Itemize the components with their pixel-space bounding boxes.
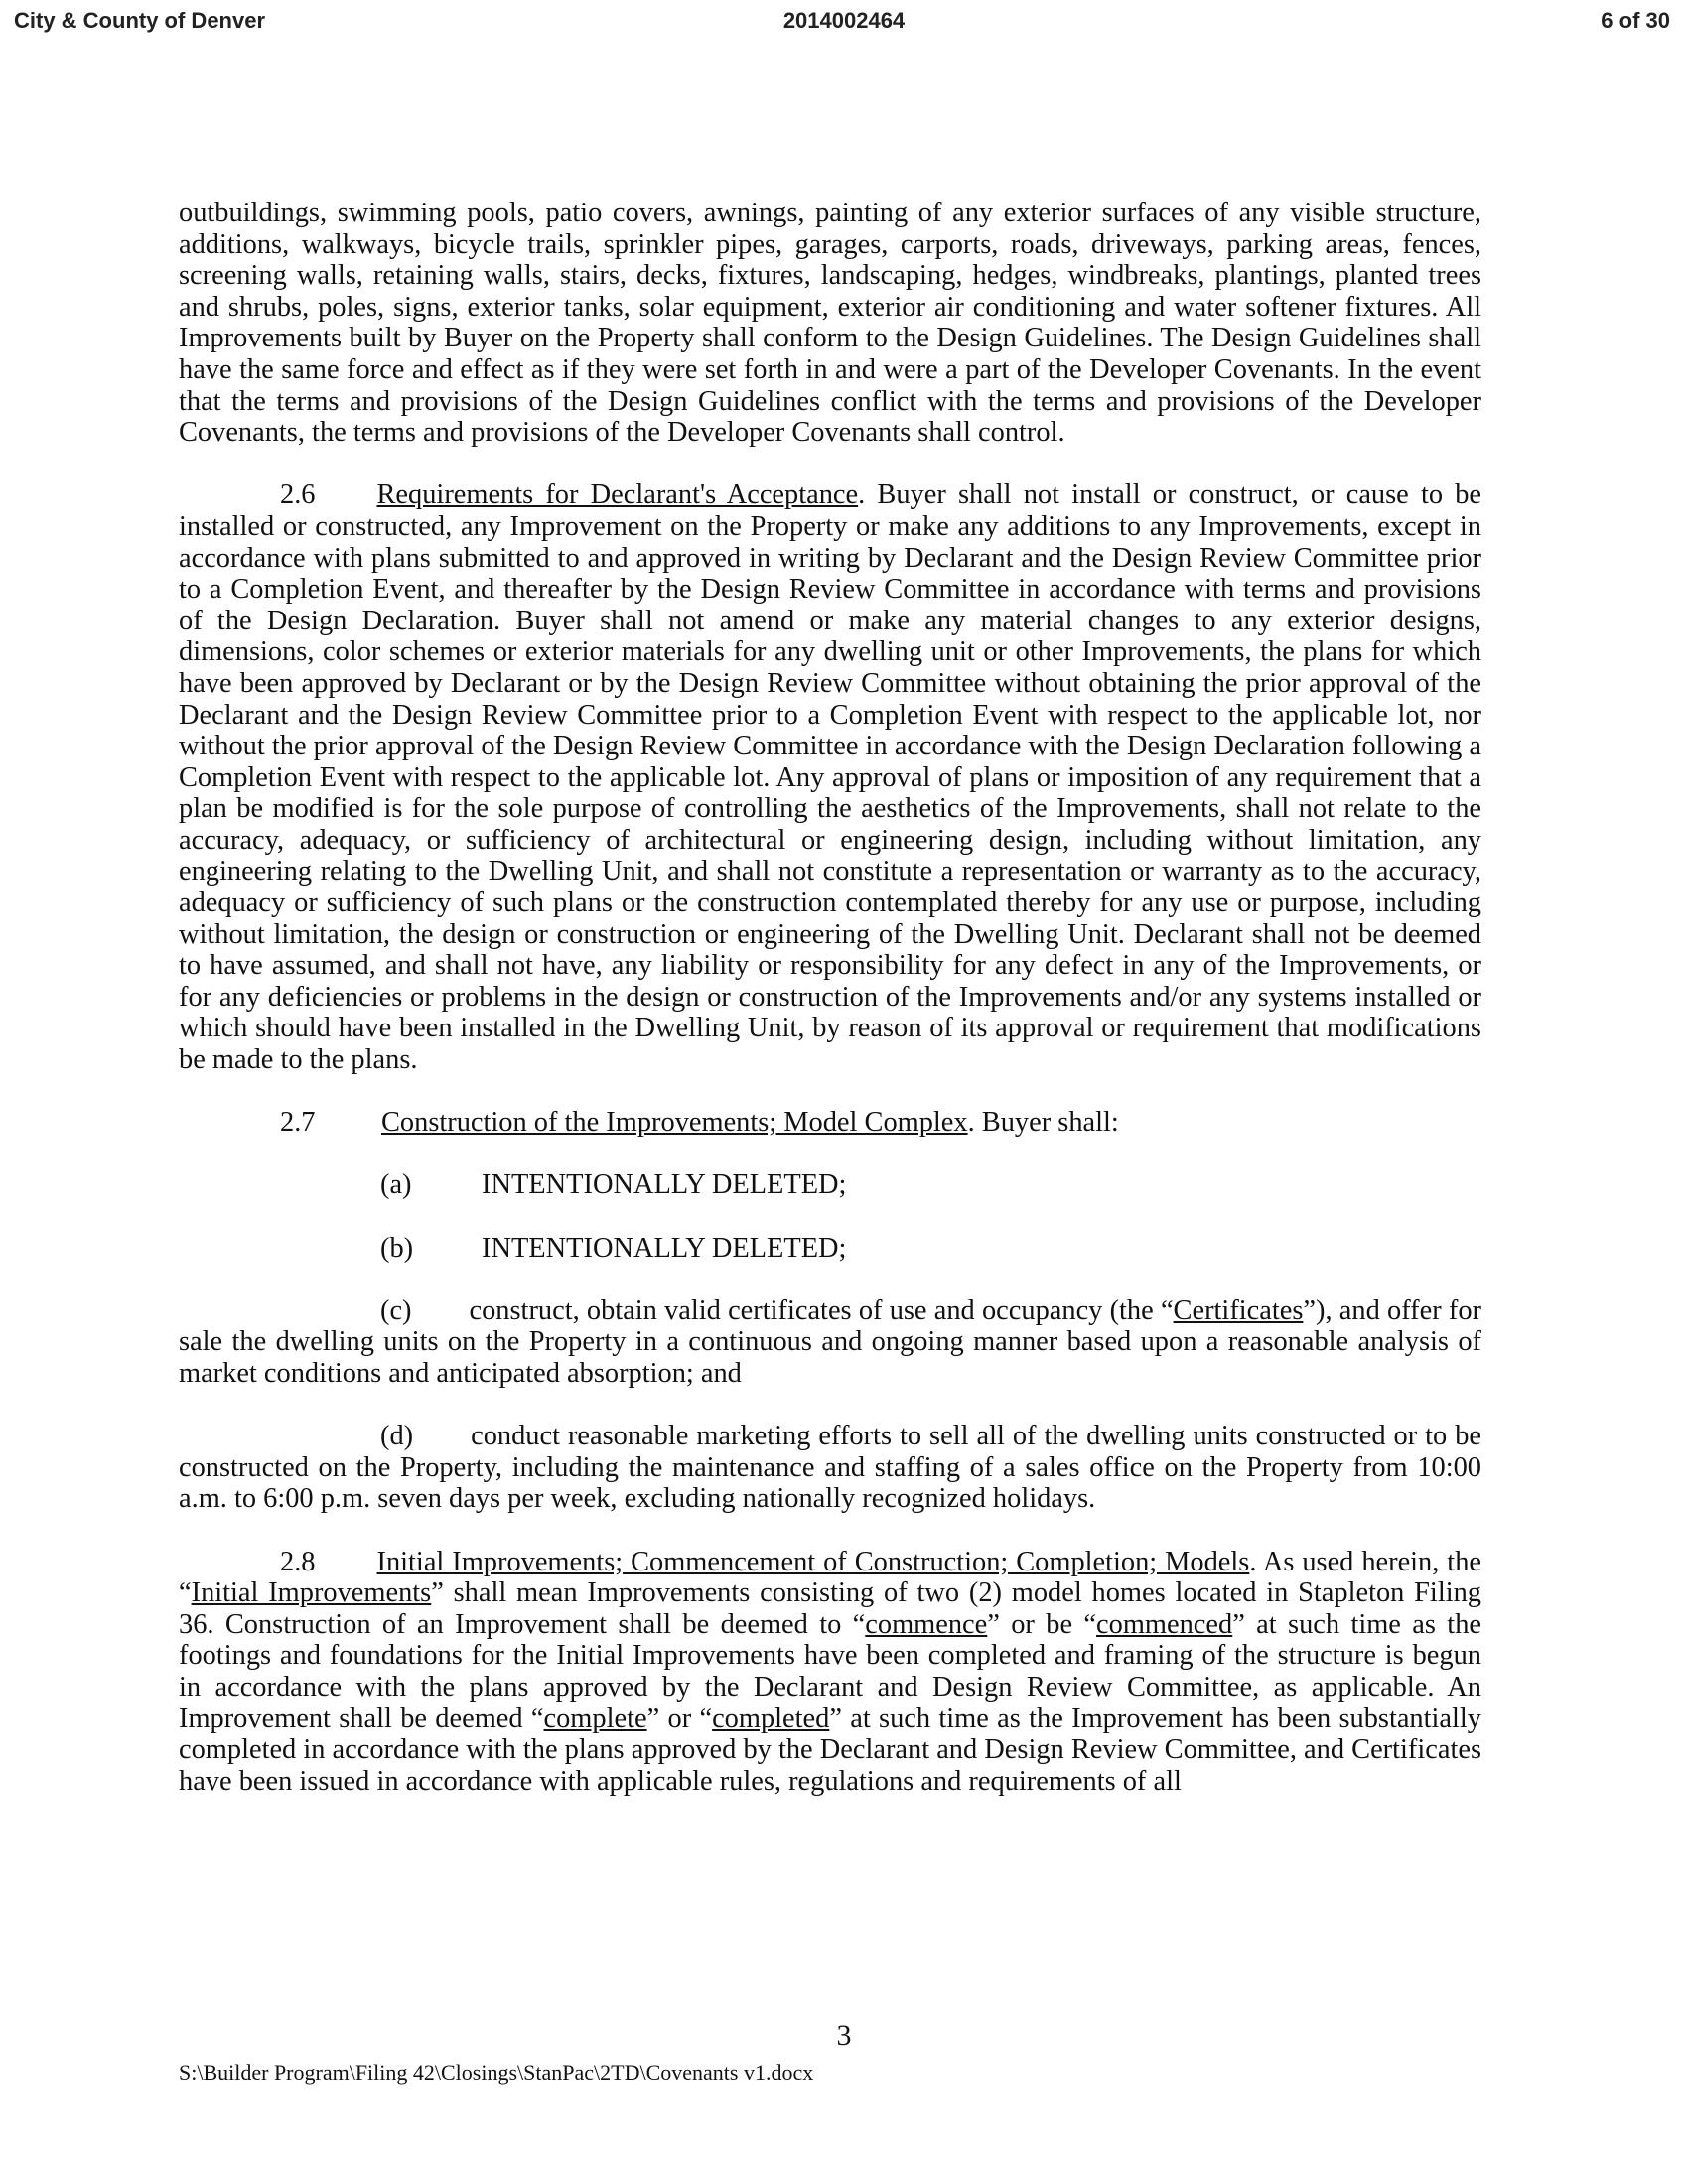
section-text: . Buyer shall: — [967, 1107, 1119, 1139]
section-text: ” shall mean Improvements consisting of two (2) model homes located in Stapleton Filing 36. Construction of an Improvement shall be deemed to “ — [179, 1577, 1481, 1640]
section-heading: Construction of the Improvements; Model Complex — [381, 1107, 968, 1139]
header-page-count: 6 of 30 — [1601, 8, 1670, 33]
subsection-b — [179, 1233, 1481, 1265]
section-2-8 — [179, 1547, 1481, 1798]
section-number: 2.6 — [280, 479, 316, 511]
document-body — [179, 198, 1481, 1797]
defined-term: completed — [712, 1703, 830, 1734]
defined-term: Initial Improvements — [191, 1577, 432, 1609]
section-2-6 — [179, 479, 1481, 1075]
section-number: 2.8 — [280, 1546, 316, 1577]
page-header — [0, 0, 1688, 40]
defined-term: complete — [543, 1703, 647, 1734]
subsection-a — [179, 1169, 1481, 1201]
paragraph-continuation: outbuildings, swimming pools, patio covers, awnings, painting of any exterior surfaces of any visible structure, additions, walkways, bicycle trails, sprinkler pipes, garages, carports, roads, driveways, parking areas, fences, screening walls, retaining walls, stairs, decks, fixtures, landscaping, hedges, windbreaks, plantings, planted trees and shrubs, poles, signs, exterior tanks, solar equipment, exterior air conditioning and water softener fixtures. All Improvements built by Buyer on the Property shall conform to the Design Guidelines. The Design Guidelines shall have the same force and effect as if they were set forth in and were a part of the Developer Covenants. In the event that the terms and provisions of the Design Guidelines conflict with the terms and provisions of the Developer Covenants, the terms and provisions of the Developer Covenants shall control. — [179, 198, 1481, 449]
subsection-number: (d) — [380, 1421, 414, 1452]
subsection-number: (b) — [380, 1232, 414, 1264]
section-text: . Buyer shall not install or construct, or cause to be installed or constructed, any Improvement on the Property or make any additions to any Improvements, except in accordance with plans submitted to and approved in writing by Declarant and the Design Review Committee prior to a Completion Event, and thereafter by the Design Review Committee in accordance with terms and provisions of the Design Declaration. Buyer shall not amend or make any material changes to any exterior designs, dimensions, color schemes or exterior materials for any dwelling unit or other Improvements, the plans for which have been approved by Declarant or by the Design Review Committee without obtaining the prior approval of the Declarant and the Design Review Committee prior to a Completion Event with respect to the applicable lot, nor without the prior approval of the Design Review Committee in accordance with the Design Declaration following a Completion Event with respect to the applicable lot. Any approval of plans or imposition of any requirement that a plan be modified is for the sole purpose of controlling the aesthetics of the Improvements, shall not relate to the accuracy, adequacy, or sufficiency of architectural or engineering design, including without limitation, any engineering relating to the Dwelling Unit, and shall not constitute a representation or warranty as to the accuracy, adequacy or sufficiency of such plans or the construction contemplated thereby for any use or purpose, including without limitation, the design or construction or engineering of the Dwelling Unit. Declarant shall not be deemed to have assumed, and shall not have, any liability or responsibility for any defect in any of the Improvements, or for any deficiencies or problems in the design or construction of the Improvements and/or any systems installed or which should have been installed in the Dwelling Unit, by reason of its approval or requirement that modifications be made to the plans. — [179, 479, 1481, 1076]
section-heading: Requirements for Declarant's Acceptance — [376, 479, 859, 511]
section-2-7 — [179, 1107, 1481, 1139]
section-text: ” or “ — [646, 1703, 713, 1734]
subsection-number: (a) — [380, 1169, 412, 1201]
subsection-text: INTENTIONALLY DELETED; — [482, 1169, 847, 1201]
section-text: ” or be “ — [987, 1608, 1097, 1640]
subsection-text: conduct reasonable marketing efforts to sell all of the dwelling units constructed or to be constructed on the Property, including the maintenance and staffing of a sales office on the Property from 10:00 a.m. to 6:00 p.m. seven days per week, excluding nationally recognized holidays. — [179, 1421, 1481, 1515]
subsection-text: INTENTIONALLY DELETED; — [482, 1232, 847, 1264]
section-heading: Initial Improvements; Commencement of Construction; Completion; Models — [376, 1546, 1250, 1577]
header-reception-number: 2014002464 — [782, 8, 906, 33]
defined-term: commence — [865, 1608, 988, 1640]
defined-term: Certificates — [1173, 1295, 1304, 1326]
header-county: City & County of Denver — [14, 8, 266, 33]
defined-term: commenced — [1096, 1608, 1233, 1640]
section-number: 2.7 — [280, 1107, 316, 1139]
section-text: . As used herein, the “ — [179, 1546, 1481, 1609]
section-text: ” at such time as the footings and foundations for the Initial Improvements have been completed and framing of the structure is begun in accordance with the plans approved by the Declarant and Design Review Committee, as applicable. An Improvement shall be deemed “ — [179, 1608, 1481, 1734]
file-path-footer: S:\Builder Program\Filing 42\Closings\StanPac\2TD\Covenants v1.docx — [179, 2060, 814, 2085]
subsection-c — [179, 1296, 1481, 1390]
section-text: ” at such time as the Improvement has been substantially completed in accordance with the plans approved by the Declarant and Design Review Committee, and Certificates have been issued in accordance with applicable rules, regulations and requirements of all — [179, 1703, 1481, 1797]
subsection-d — [179, 1421, 1481, 1515]
page-number: 3 — [836, 2019, 852, 2052]
subsection-text: ”), and offer for sale the dwelling units on the Property in a continuous and ongoing manner based upon a reasonable analysis of market conditions and anticipated absorption; and — [179, 1295, 1481, 1389]
subsection-number: (c) — [380, 1295, 412, 1326]
subsection-text: construct, obtain valid certificates of use and occupancy (the “ — [469, 1295, 1174, 1326]
